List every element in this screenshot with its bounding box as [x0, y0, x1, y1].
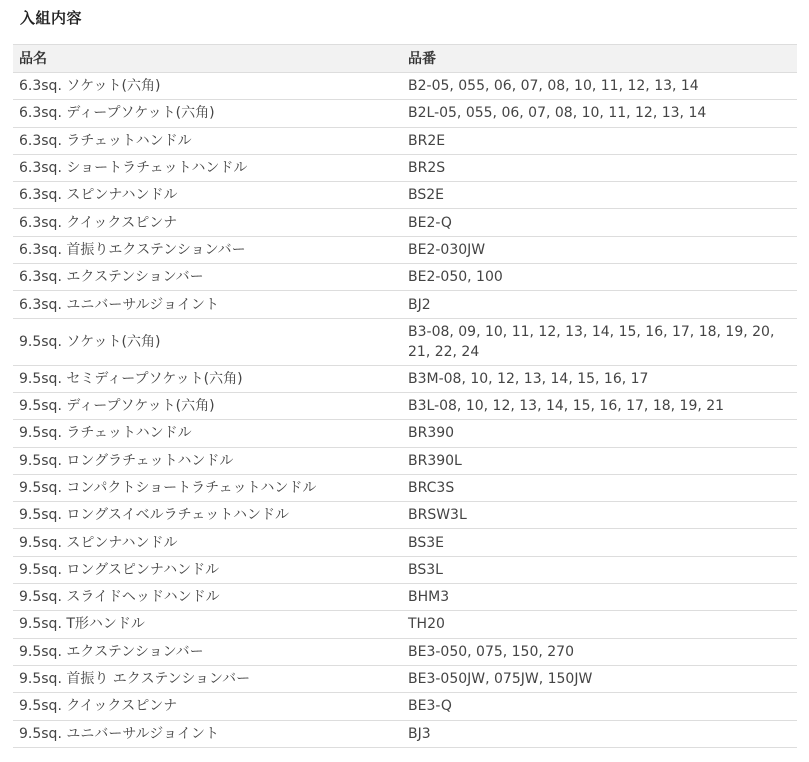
header-product-code: 品番 [402, 45, 797, 73]
table-body [13, 73, 797, 748]
table-row [13, 318, 797, 365]
product-code-cell: BE2-050, 100 [402, 264, 797, 291]
table-row [13, 127, 797, 154]
table-row [13, 73, 797, 100]
table-row [13, 447, 797, 474]
header-product-name: 品名 [13, 45, 402, 73]
table-row [13, 100, 797, 127]
product-code-cell: BE2-030JW [402, 236, 797, 263]
product-code-cell: B3M-08, 10, 12, 13, 14, 15, 16, 17 [402, 365, 797, 392]
table-row [13, 584, 797, 611]
contents-table [13, 44, 797, 748]
product-name-cell: 9.5sq. T形ハンドル [13, 611, 402, 638]
table-row [13, 529, 797, 556]
table-row [13, 638, 797, 665]
product-code-cell: BE3-Q [402, 693, 797, 720]
table-row [13, 236, 797, 263]
table-row [13, 209, 797, 236]
product-name-cell: 9.5sq. ディープソケット(六角) [13, 392, 402, 419]
product-name-cell: 6.3sq. クイックスピンナ [13, 209, 402, 236]
product-name-cell: 6.3sq. ラチェットハンドル [13, 127, 402, 154]
table-row [13, 502, 797, 529]
product-code-cell: BR390L [402, 447, 797, 474]
table-row [13, 264, 797, 291]
product-name-cell: 9.5sq. 首振り エクステンションバー [13, 665, 402, 692]
product-code-cell: BR2S [402, 154, 797, 181]
table-row [13, 693, 797, 720]
product-code-cell: BRSW3L [402, 502, 797, 529]
table-row [13, 556, 797, 583]
product-name-cell: 6.3sq. ショートラチェットハンドル [13, 154, 402, 181]
product-name-cell: 6.3sq. ディープソケット(六角) [13, 100, 402, 127]
product-code-cell: BE3-050, 075, 150, 270 [402, 638, 797, 665]
product-code-cell: BE3-050JW, 075JW, 150JW [402, 665, 797, 692]
table-header-row [13, 45, 797, 73]
product-name-cell: 9.5sq. ラチェットハンドル [13, 420, 402, 447]
table-row [13, 365, 797, 392]
product-name-cell: 6.3sq. ユニバーサルジョイント [13, 291, 402, 318]
table-row [13, 154, 797, 181]
product-code-cell: BS3L [402, 556, 797, 583]
product-code-cell: BHM3 [402, 584, 797, 611]
product-name-cell: 9.5sq. スピンナハンドル [13, 529, 402, 556]
product-name-cell: 6.3sq. エクステンションバー [13, 264, 402, 291]
product-code-cell: B2L-05, 055, 06, 07, 08, 10, 11, 12, 13, 14 [402, 100, 797, 127]
product-code-cell: BJ2 [402, 291, 797, 318]
product-code-cell: TH20 [402, 611, 797, 638]
product-name-cell: 9.5sq. ソケット(六角) [13, 318, 402, 365]
product-name-cell: 9.5sq. クイックスピンナ [13, 693, 402, 720]
product-code-cell: B3-08, 09, 10, 11, 12, 13, 14, 15, 16, 17, 18, 19, 20, 21, 22, 24 [402, 318, 797, 365]
product-name-cell: 9.5sq. スライドヘッドハンドル [13, 584, 402, 611]
table-row [13, 665, 797, 692]
table-row [13, 392, 797, 419]
product-name-cell: 6.3sq. スピンナハンドル [13, 182, 402, 209]
product-code-cell: BR390 [402, 420, 797, 447]
product-code-cell: BJ3 [402, 720, 797, 747]
product-name-cell: 9.5sq. ロングラチェットハンドル [13, 447, 402, 474]
table-row [13, 182, 797, 209]
product-name-cell: 6.3sq. ソケット(六角) [13, 73, 402, 100]
table-row [13, 291, 797, 318]
product-name-cell: 9.5sq. ユニバーサルジョイント [13, 720, 402, 747]
product-name-cell: 9.5sq. ロングスピンナハンドル [13, 556, 402, 583]
product-name-cell: 9.5sq. コンパクトショートラチェットハンドル [13, 474, 402, 501]
product-name-cell: 9.5sq. セミディープソケット(六角) [13, 365, 402, 392]
product-code-cell: BS2E [402, 182, 797, 209]
table-row [13, 611, 797, 638]
product-name-cell: 9.5sq. ロングスイベルラチェットハンドル [13, 502, 402, 529]
product-code-cell: BR2E [402, 127, 797, 154]
product-code-cell: BE2-Q [402, 209, 797, 236]
table-row [13, 474, 797, 501]
product-name-cell: 9.5sq. エクステンションバー [13, 638, 402, 665]
product-code-cell: BRC3S [402, 474, 797, 501]
product-code-cell: B3L-08, 10, 12, 13, 14, 15, 16, 17, 18, 19, 21 [402, 392, 797, 419]
product-code-cell: B2-05, 055, 06, 07, 08, 10, 11, 12, 13, 14 [402, 73, 797, 100]
table-row [13, 720, 797, 747]
section-title: 入組内容 [20, 9, 83, 27]
product-code-cell: BS3E [402, 529, 797, 556]
product-name-cell: 6.3sq. 首振りエクステンションバー [13, 236, 402, 263]
table-row [13, 420, 797, 447]
